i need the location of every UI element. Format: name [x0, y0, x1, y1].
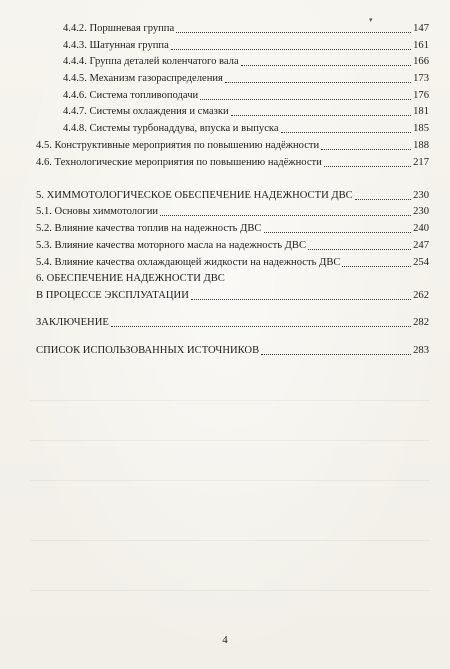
- toc-leader-dots: [231, 114, 411, 116]
- toc-entry-label: 4.4.7. Системы охлаждения и смазки: [63, 106, 229, 117]
- toc-entry-page: 282: [413, 317, 429, 328]
- toc-entry: [36, 223, 429, 235]
- toc-entry-page: 217: [413, 157, 429, 168]
- toc-entry-label-line2: В ПРОЦЕССЕ ЭКСПЛУАТАЦИИ: [36, 290, 189, 301]
- toc-entry-label: 5.1. Основы химмотологии: [36, 206, 159, 217]
- toc-leader-dots: [342, 265, 411, 267]
- toc-entry-label: 4.4.6. Система топливоподачи: [63, 90, 199, 101]
- toc-entry: [63, 73, 429, 85]
- toc-entry-page: 166: [413, 56, 429, 67]
- toc-leader-dots: [160, 214, 411, 216]
- toc-chapter-entry: [36, 273, 429, 302]
- toc-entry: [63, 123, 429, 135]
- print-mark: ▾: [369, 16, 373, 24]
- bleed-through-shadow: [30, 540, 430, 541]
- toc-entry: [63, 56, 429, 68]
- toc-entry-page: 185: [413, 123, 429, 134]
- toc-entry: [36, 240, 429, 252]
- toc-entry: [63, 40, 429, 52]
- toc-entry-label: 5.4. Влияние качества охлаждающей жидкости на надежность ДВС: [36, 257, 341, 268]
- toc-leader-dots: [261, 353, 411, 355]
- bleed-through-shadow: [30, 400, 430, 401]
- toc-leader-dots: [241, 64, 411, 66]
- toc-leader-dots: [171, 48, 411, 50]
- toc-entry-page: 188: [413, 140, 429, 151]
- toc-entry-label: СПИСОК ИСПОЛЬЗОВАННЫХ ИСТОЧНИКОВ: [36, 345, 260, 356]
- toc-entry-label: 4.4.5. Механизм газораспределения: [63, 73, 223, 84]
- toc-entry-page: 181: [413, 106, 429, 117]
- toc-entry-label: 4.4.3. Шатунная группа: [63, 40, 169, 51]
- toc-entry-label: 5.2. Влияние качества топлив на надежность ДВС: [36, 223, 262, 234]
- toc-entry-label: 5.3. Влияние качества моторного масла на надежность ДВС: [36, 240, 307, 251]
- toc-entry-label-line1: 6. ОБЕСПЕЧЕНИЕ НАДЕЖНОСТИ ДВС: [36, 273, 225, 284]
- toc-entry-label: 4.6. Технологические мероприятия по повышению надёжности: [36, 157, 322, 168]
- toc-entry: [63, 90, 429, 102]
- toc-leader-dots: [191, 298, 411, 300]
- toc-leader-dots: [176, 31, 411, 33]
- toc-chapter-entry: [36, 345, 429, 357]
- toc-entry-label: ЗАКЛЮЧЕНИЕ: [36, 317, 109, 328]
- toc-leader-dots: [355, 198, 411, 200]
- toc-leader-dots: [324, 165, 411, 167]
- toc-entry-label: 4.5. Конструктивные мероприятия по повышению надёжности: [36, 140, 320, 151]
- toc-chapter-entry: [36, 317, 429, 329]
- toc-leader-dots: [264, 231, 412, 233]
- toc-leader-dots: [200, 98, 411, 100]
- toc-entry-label: 4.4.8. Системы турбонаддува, впуска и выпуска: [63, 123, 279, 134]
- toc-entry-page: 176: [413, 90, 429, 101]
- toc-entry-line2: [36, 290, 429, 302]
- toc-entry: [36, 157, 429, 169]
- bleed-through-shadow: [30, 440, 430, 441]
- toc-entry-page: 147: [413, 23, 429, 34]
- toc-entry-page: 161: [413, 40, 429, 51]
- toc-entry-page: 230: [413, 190, 429, 201]
- toc-entry: [63, 23, 429, 35]
- toc-entry-page: 262: [413, 290, 429, 301]
- toc-entry-page: 254: [413, 257, 429, 268]
- toc-entry-label: 4.4.4. Группа деталей коленчатого вала: [63, 56, 239, 67]
- toc-entry: [63, 106, 429, 118]
- toc-leader-dots: [308, 248, 411, 250]
- toc-entry: [36, 140, 429, 152]
- toc-entry-page: 240: [413, 223, 429, 234]
- page-number: 4: [222, 634, 228, 646]
- toc-entry-label: 5. ХИММОТОЛОГИЧЕСКОЕ ОБЕСПЕЧЕНИЕ НАДЕЖНОСТИ ДВС: [36, 190, 353, 201]
- toc-leader-dots: [321, 148, 411, 150]
- toc-leader-dots: [225, 81, 411, 83]
- toc-leader-dots: [111, 325, 411, 327]
- bleed-through-shadow: [30, 480, 430, 481]
- bleed-through-shadow: [30, 590, 430, 591]
- toc-entry: [36, 257, 429, 269]
- toc-entry-page: 247: [413, 240, 429, 251]
- toc-entry-page: 283: [413, 345, 429, 356]
- toc-entry-page: 173: [413, 73, 429, 84]
- toc-leader-dots: [281, 131, 412, 133]
- toc-chapter-entry: [36, 190, 429, 202]
- toc-entry-page: 230: [413, 206, 429, 217]
- toc-entry-label: 4.4.2. Поршневая группа: [63, 23, 175, 34]
- toc-entry: [36, 206, 429, 218]
